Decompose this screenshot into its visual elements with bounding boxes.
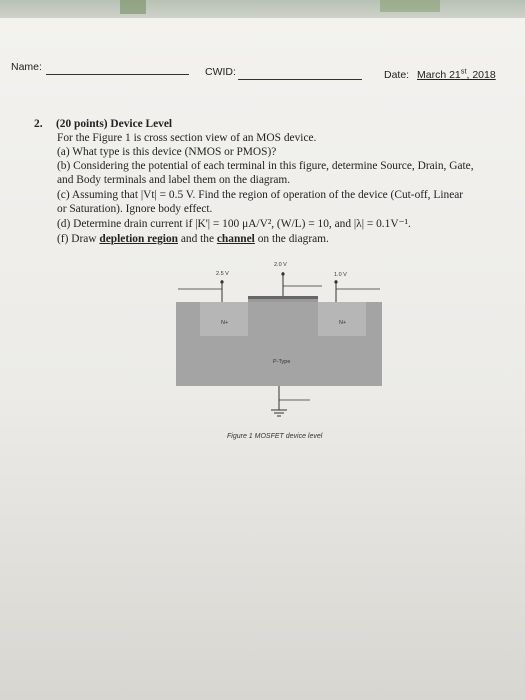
question-number: 2. (34, 118, 43, 130)
gate-electrode (248, 296, 318, 299)
p-type-label: P-Type (273, 359, 291, 365)
gate-voltage-label: 2.0 V (274, 262, 287, 268)
cwid-field[interactable] (238, 79, 362, 80)
channel-term: channel (216, 233, 255, 245)
name-field[interactable] (46, 74, 189, 75)
question-intro: For the Figure 1 is cross section view of an MOS device. (57, 132, 317, 144)
right-terminal-voltage-label: 1.0 V (334, 272, 347, 278)
left-n-plus-region (200, 302, 248, 336)
left-terminal-voltage-label: 2.5 V (216, 271, 229, 277)
right-terminal-node (334, 280, 337, 283)
date-value: March 21st, 2018 (417, 66, 496, 81)
part-f: (f) Draw depletion region and the channel on the diagram. (57, 233, 329, 245)
mosfet-cross-section (170, 260, 390, 430)
part-a: (a) What type is this device (NMOS or PMOS)? (57, 146, 277, 158)
gate-oxide (248, 299, 318, 302)
right-n-plus-region (318, 302, 366, 336)
figure-caption: Figure 1 MOSFET device level (227, 433, 323, 440)
left-terminal-node (220, 280, 223, 283)
part-b-line1: (b) Considering the potential of each terminal in this figure, determine Source, Drain, Gate, (57, 160, 474, 172)
part-d: (d) Determine drain current if |K'| = 100 μA/V², (W/L) = 10, and |λ| = 0.1V⁻¹. (57, 218, 411, 230)
name-label: Name: (11, 61, 42, 73)
gate-node (281, 272, 284, 275)
left-n-plus-label: N+ (221, 320, 229, 326)
date-label: Date: (384, 69, 410, 81)
question-title: (20 points) Device Level (56, 118, 173, 130)
right-n-plus-label: N+ (339, 320, 347, 326)
part-b-line2: and Body terminals and label them on the diagram. (57, 174, 291, 186)
cwid-label: CWID: (205, 66, 236, 78)
depletion-region-term: depletion region (99, 233, 178, 245)
background-object (120, 0, 146, 14)
part-c-line2: or Saturation). Ignore body effect. (57, 203, 213, 215)
part-c-line1: (c) Assuming that |Vt| = 0.5 V. Find the region of operation of the device (Cut-off, Linear (57, 189, 464, 201)
background-object (380, 0, 440, 12)
